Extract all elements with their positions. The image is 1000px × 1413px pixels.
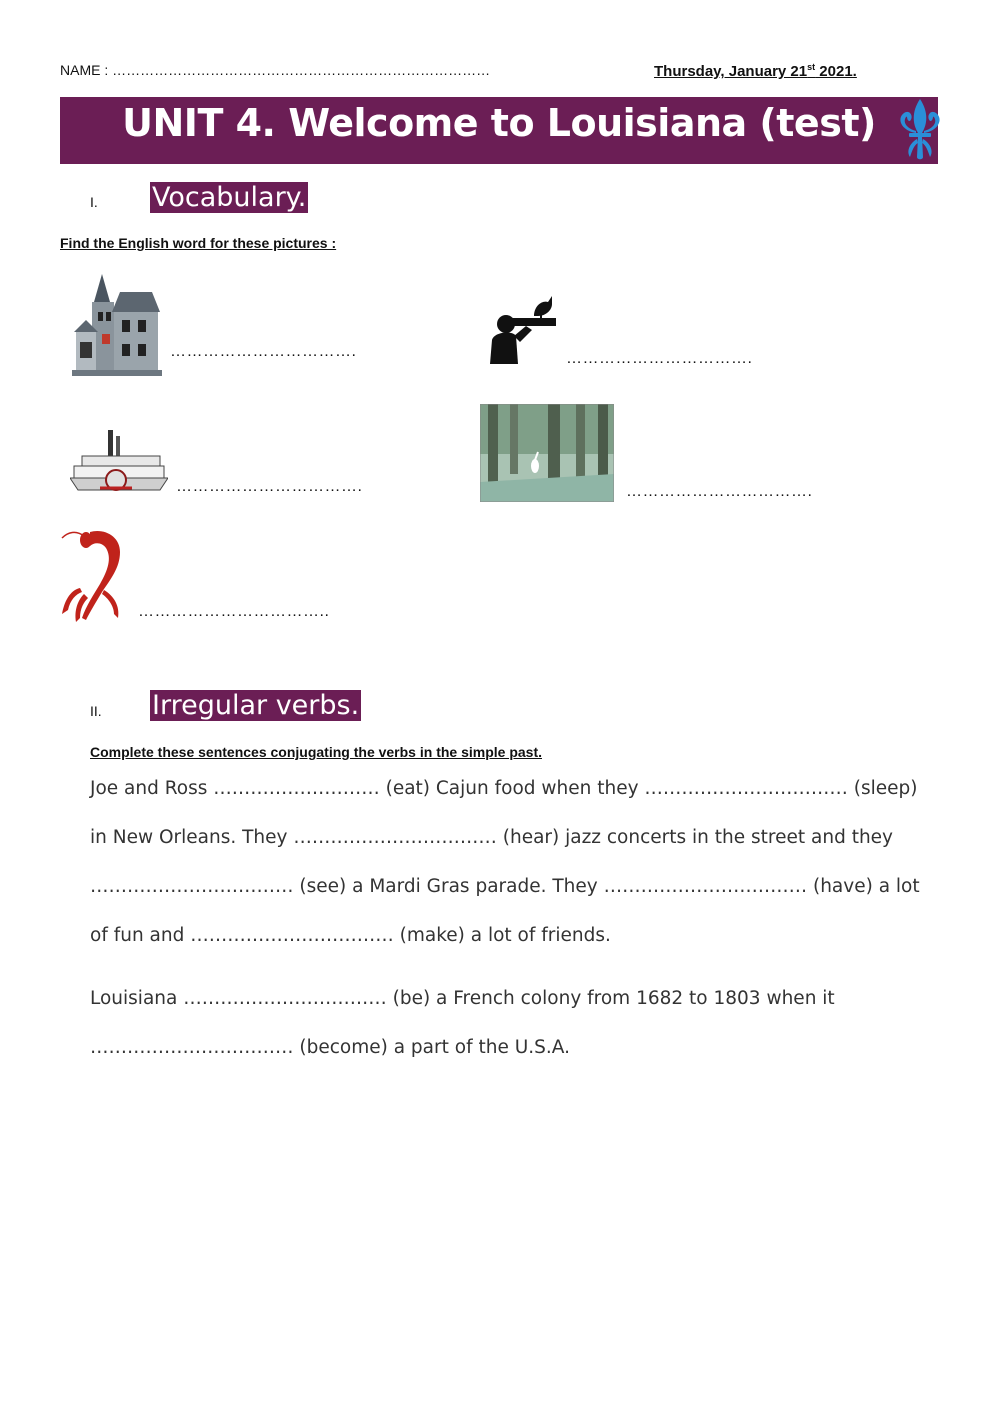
blank-swamp[interactable]: …………………………….	[626, 483, 813, 500]
crawfish-icon	[60, 528, 130, 624]
fleur-de-lis-icon	[892, 97, 948, 164]
page-title: UNIT 4. Welcome to Louisiana (test)	[122, 101, 876, 145]
sentence-line[interactable]: in New Orleans. They …………………………… (hear) jazz concerts in the street and they	[90, 827, 894, 848]
section-vocabulary-title: Vocabulary.	[152, 182, 307, 213]
sentence-line[interactable]: Joe and Ross ……………………… (eat) Cajun food when they …………………………… (sleep)	[90, 778, 918, 799]
section-numeral: I.	[90, 194, 98, 210]
date: Thursday, January 21st 2021.	[654, 62, 857, 80]
blank-birdwatcher[interactable]: …………………………….	[566, 350, 753, 367]
bayou-swamp-icon	[480, 404, 614, 502]
title-banner	[60, 97, 938, 164]
steamboat-icon	[70, 428, 168, 498]
vocabulary-instruction: Find the English word for these pictures :	[60, 235, 337, 251]
section-irregular-verbs-title: Irregular verbs.	[152, 690, 360, 721]
birdwatcher-icon	[486, 290, 560, 366]
blank-steamboat[interactable]: …………………………….	[176, 478, 363, 495]
sentence-line[interactable]: Louisiana …………………………… (be) a French colony from 1682 to 1803 when it	[90, 988, 835, 1009]
name-field[interactable]: NAME : ………………………………………………………………………	[60, 62, 491, 78]
blank-crawfish[interactable]: ……………………………..	[138, 603, 330, 620]
sentence-line[interactable]: …………………………… (see) a Mardi Gras parade. They …………………………… (have) a lot	[90, 876, 920, 897]
blank-haunted-house[interactable]: …………………………….	[170, 343, 357, 360]
sentence-line[interactable]: of fun and …………………………… (make) a lot of friends.	[90, 925, 611, 946]
section-numeral: II.	[90, 703, 102, 719]
verbs-instruction: Complete these sentences conjugating the verbs in the simple past.	[90, 744, 542, 760]
haunted-house-icon	[72, 272, 162, 378]
sentence-line[interactable]: …………………………… (become) a part of the U.S.A.	[90, 1037, 570, 1058]
